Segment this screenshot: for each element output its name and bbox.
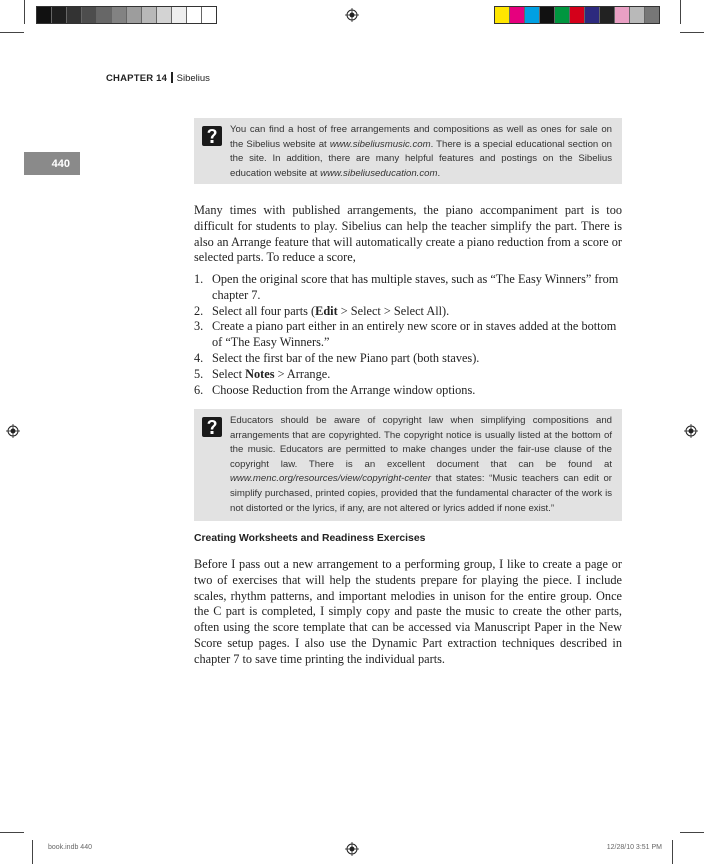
crop-mark [680, 832, 704, 833]
note-text: . [437, 167, 441, 179]
registration-mark-icon [345, 842, 359, 856]
footer-timestamp: 12/28/10 3:51 PM [606, 844, 662, 851]
gray-swatch [97, 7, 112, 23]
header-separator [171, 72, 173, 83]
crop-mark [680, 32, 704, 33]
gray-swatch [172, 7, 187, 23]
crop-mark [680, 0, 681, 24]
gray-swatch [127, 7, 142, 23]
registration-mark-icon [6, 424, 20, 438]
gray-swatch [187, 7, 202, 23]
menu-name-edit: Edit [315, 303, 338, 318]
list-item: 1. Open the original score that has multiple staves, such as “The Easy Winners” from chapter 7. [194, 272, 619, 302]
list-item: 2. Select all four parts (Edit > Select > Select All). [194, 303, 450, 318]
color-swatch [525, 7, 540, 23]
list-item: 4. Select the first bar of the new Piano part (both staves). [194, 350, 480, 365]
note-text: that states: “Music teachers can edit or simplify purchased, printed copies, provided that the fundamental character of the work is not distorted or the lyrics, if any, are not altered or lyrics added if none exist.” [230, 473, 612, 514]
page-number: 440 [51, 157, 70, 170]
color-swatch [615, 7, 630, 23]
crop-mark [672, 840, 673, 864]
gray-swatch [82, 7, 97, 23]
registration-mark-icon [684, 424, 698, 438]
chapter-label: CHAPTER 14 [106, 73, 168, 84]
color-calibration-bar [494, 6, 660, 24]
color-swatch [645, 7, 659, 23]
color-swatch [630, 7, 645, 23]
gray-swatch [157, 7, 172, 23]
list-item: 3. Create a piano part either in an entirely new score or in staves added at the bottom of “The Easy Winners.” [194, 319, 617, 350]
color-swatch [600, 7, 615, 23]
color-swatch [510, 7, 525, 23]
crop-mark [32, 840, 33, 864]
note-text: Educators should be aware of copyright law when simplifying compositions and arrangements that are copyrighted. The copyright notice is usually listed at the bottom of the music. Educators are permitted to make changes under the fair-use clause of the copyright law. There is an excellent document that can be found at [230, 415, 612, 470]
color-swatch [540, 7, 555, 23]
running-head [106, 72, 210, 84]
note-text: You can find a host of free arrangements and compositions as well as ones for sale on the Sibelius website at [230, 124, 612, 150]
list-item: 5. Select Notes > Arrange. [194, 366, 331, 381]
gray-swatch [67, 7, 82, 23]
tip-note [194, 118, 622, 184]
color-swatch [585, 7, 600, 23]
crop-mark [24, 0, 25, 24]
gray-swatch [112, 7, 127, 23]
gray-swatch [37, 7, 52, 23]
section-heading: Creating Worksheets and Readiness Exercises [194, 533, 426, 544]
footer-filename: book.indb 440 [48, 844, 92, 851]
section-label: Sibelius [176, 73, 210, 84]
gray-swatch [202, 7, 216, 23]
page-number-tab [24, 152, 80, 175]
sibeliusmusic-link[interactable]: www.sibeliusmusic.com [329, 138, 431, 150]
exclamation-note-icon [202, 417, 222, 437]
grayscale-calibration-bar [36, 6, 217, 24]
crop-mark [0, 832, 24, 833]
gray-swatch [142, 7, 157, 23]
paragraph-arrange-intro: Many times with published arrangements, the piano accompaniment part is too difficult for students to play. Sibelius can help the teacher simplify the part. There is also an Arrange feature that will automatically create a piano reduction from a score or selected parts. To reduce a score, [194, 203, 622, 265]
color-swatch [555, 7, 570, 23]
reduction-steps-list [194, 272, 622, 398]
note-text: . There is a special educational section on the site. In addition, there are many helpful features and postings on the Sibelius education website at [230, 138, 612, 179]
color-swatch [495, 7, 510, 23]
exclamation-note-icon [202, 126, 222, 146]
menu-name-notes: Notes [245, 366, 275, 381]
registration-mark-icon [345, 8, 359, 22]
list-item: 6. Choose Reduction from the Arrange window options. [194, 382, 476, 397]
gray-swatch [52, 7, 67, 23]
color-swatch [570, 7, 585, 23]
crop-mark [0, 32, 24, 33]
menc-copyright-link[interactable]: www.menc.org/resources/view/copyright-center [230, 473, 432, 485]
copyright-note [194, 409, 622, 521]
paragraph-worksheets: Before I pass out a new arrangement to a performing group, I like to create a page or two of exercises that will help the students prepare for playing the piece. I include scales, rhythm patterns, and important melodies in unison for the entire group. Once the C part is completed, I simply copy and paste the music to create the other parts, often using the score template that can be accessed via Manuscript Paper in the New Score setup pages. I also use the Dynamic Part extraction techniques described in chapter 7 to save time printing the individual parts. [194, 557, 622, 666]
sibeliuseducation-link[interactable]: www.sibeliuseducation.com [320, 167, 438, 179]
